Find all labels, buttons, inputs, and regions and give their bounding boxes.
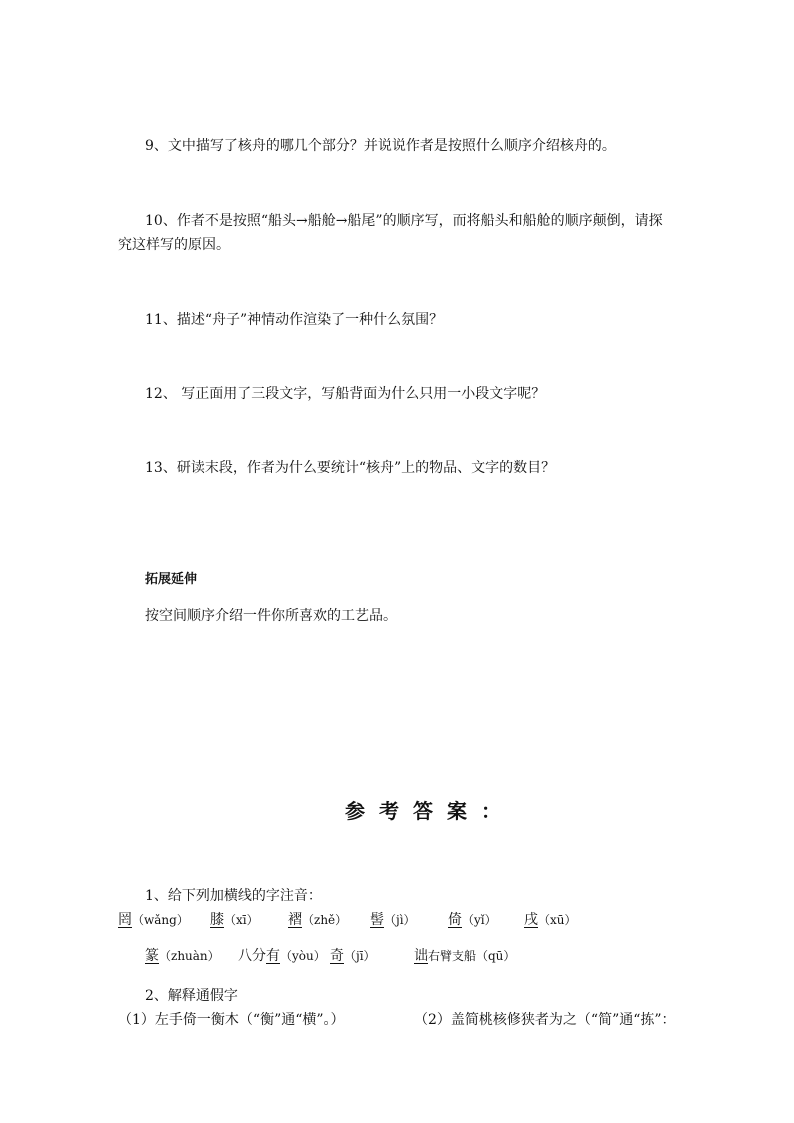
pinyin: （xī） bbox=[224, 913, 259, 927]
underlined-char: 有 bbox=[266, 948, 280, 964]
answer-1-heading: 1、给下列加横线的字注音： bbox=[145, 888, 322, 904]
question-11: 11、描述“舟子”神情动作渲染了一种什么氛围？ bbox=[145, 312, 444, 328]
underlined-char: 奇 bbox=[330, 948, 344, 964]
answer-2-item-1: （1）左手倚一衡木（“衡”通“横”。） bbox=[118, 1012, 345, 1028]
underlined-char: 髻 bbox=[370, 912, 384, 928]
question-10-line-2: 究这样写的原因。 bbox=[118, 237, 230, 253]
extension-heading: 拓展延伸 bbox=[145, 572, 198, 587]
question-9: 9、文中描写了核舟的哪几个部分？并说说作者是按照什么顺序介绍核舟的。 bbox=[145, 138, 616, 154]
pinyin: （wǎng） bbox=[132, 913, 189, 927]
pinyin-item bbox=[448, 910, 497, 930]
underlined-char: 篆 bbox=[145, 948, 159, 964]
pinyin-item bbox=[145, 946, 220, 966]
question-10-line-1: 10、作者不是按照“船头→船舱→船尾”的顺序写，而将船头和船舱的顺序颠倒，请探 bbox=[145, 213, 663, 229]
underlined-char: 倚 bbox=[448, 912, 462, 928]
underlined-char: 戌 bbox=[524, 912, 538, 928]
pinyin: 右臂支船（qū） bbox=[428, 949, 516, 963]
pinyin: （yòu） bbox=[280, 949, 326, 963]
underlined-char: 罔 bbox=[118, 912, 132, 928]
underlined-char: 褶 bbox=[288, 912, 302, 928]
pinyin-item bbox=[238, 946, 326, 966]
question-12: 12、 写正面用了三段文字，写船背面为什么只用一小段文字呢？ bbox=[145, 386, 546, 402]
extension-task: 按空间顺序介绍一件你所喜欢的工艺品。 bbox=[145, 608, 397, 624]
pinyin: （jì） bbox=[384, 913, 416, 927]
pinyin-item bbox=[330, 946, 376, 966]
underlined-char: 诎 bbox=[414, 948, 428, 964]
pinyin-item bbox=[288, 910, 347, 930]
pinyin: （xū） bbox=[538, 913, 577, 927]
pinyin-item bbox=[118, 910, 189, 930]
pinyin-row-2 bbox=[0, 946, 794, 966]
pinyin: （zhě） bbox=[302, 913, 348, 927]
pinyin: （yǐ） bbox=[462, 913, 497, 927]
pinyin-row-1 bbox=[0, 910, 794, 930]
answers-title: 参考答案： bbox=[345, 799, 515, 823]
answer-2-item-2: （2）盖简桃核修狭者为之（“简”通“拣”： bbox=[414, 1012, 676, 1028]
pinyin-item bbox=[370, 910, 416, 930]
underlined-char: 膝 bbox=[210, 912, 224, 928]
pinyin-item bbox=[210, 910, 259, 930]
question-13: 13、研读末段，作者为什么要统计“核舟”上的物品、文字的数目？ bbox=[145, 460, 556, 476]
pinyin: （jī） bbox=[344, 949, 376, 963]
pinyin-item bbox=[524, 910, 577, 930]
prefix-text: 八分 bbox=[238, 948, 266, 964]
answer-2-heading: 2、解释通假字 bbox=[145, 988, 238, 1004]
pinyin-item bbox=[414, 946, 515, 966]
pinyin: （zhuàn） bbox=[159, 949, 220, 963]
